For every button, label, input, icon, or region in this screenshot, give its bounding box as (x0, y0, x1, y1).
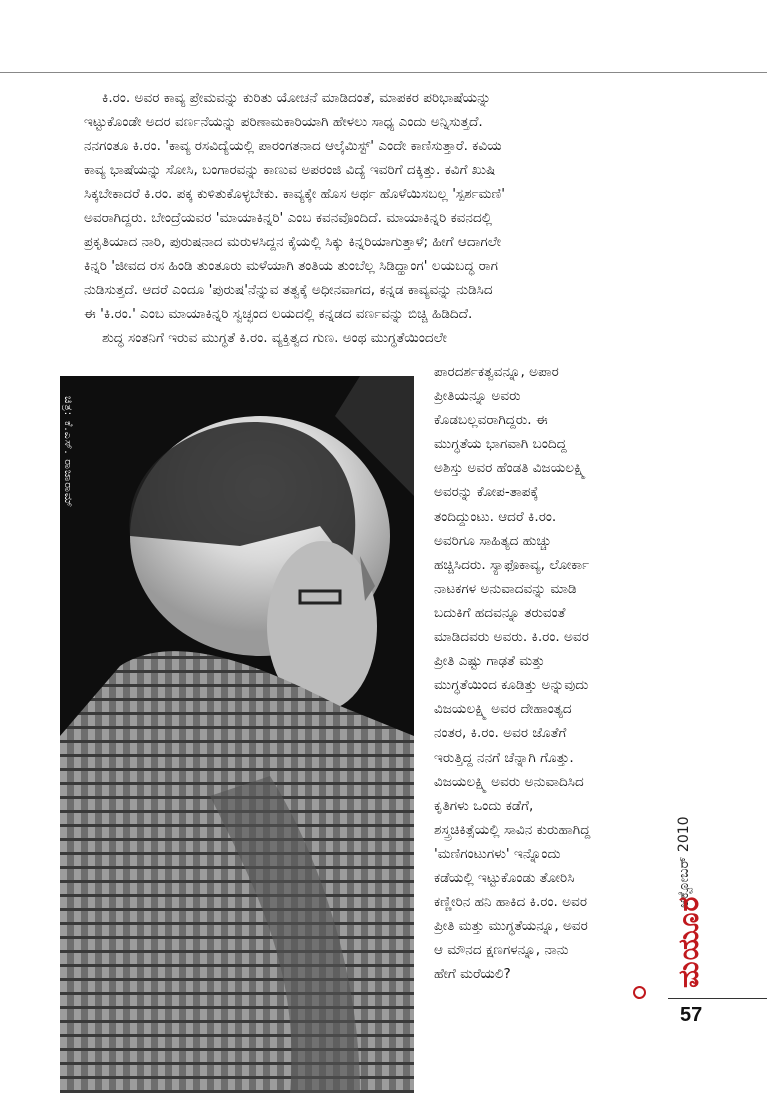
text-line: ಕಡೆಯಲ್ಲಿ ಇಟ್ಟುಕೊಂಡು ತೋರಿಸಿ (434, 869, 575, 886)
text-line: ಈ 'ಕಿ.ರಂ.' ಎಂಬ ಮಾಯಾಕಿನ್ನರಿ ಸ್ವಚ್ಛಂದ ಲಯದಲ್ಲಿ ಕನ್ನಡದ ವರ್ಣವನ್ನು ಬಿಚ್ಚಿ ಹಿಡಿದಿದೆ. (84, 306, 473, 322)
text-line: 'ಮಣಿಗಂಟುಗಳು' ಇನ್ನೊಂದು (434, 845, 561, 862)
text-line: ಕೊಡಬಲ್ಲವರಾಗಿದ್ದರು. ಈ (434, 412, 548, 429)
text-line: ನಾಟಕಗಳ ಅನುವಾದವನ್ನು ಮಾಡಿ (434, 580, 577, 597)
text-line: ಕೃತಿಗಳು ಒಂದು ಕಡೆಗೆ, (434, 797, 534, 814)
article-column-text (434, 360, 662, 986)
text-line: ಆ ಮೌನದ ಕ್ಷಣಗಳನ್ನೂ, ನಾನು (434, 942, 569, 959)
page-number: 57 (680, 1004, 703, 1026)
text-line: ಇಟ್ಟುಕೊಂಡೇ ಅದರ ವರ್ಣನೆಯನ್ನು ಪರಿಣಾಮಕಾರಿಯಾಗಿ ಹೇಳಲು ಸಾಧ್ಯ ಎಂದು ಅನ್ನಿಸುತ್ತದೆ. (84, 114, 483, 130)
text-line: ಮುಗ್ಧತೆಯ ಭಾಗವಾಗಿ ಬಂದಿದ್ದ (434, 436, 567, 453)
text-line: ನಂತರ, ಕಿ.ರಂ. ಅವರ ಜೊತೆಗೆ (434, 725, 567, 742)
text-line: ಕಾವ್ಯ ಭಾಷೆಯನ್ನು ಸೋಸಿ, ಬಂಗಾರವನ್ನು ಕಾಣುವ ಅಪರಂಜಿ ವಿದ್ಯೆ ಇವರಿಗೆ ದಕ್ಕಿತ್ತು. ಕವಿಗೆ ಖುಷಿ (84, 162, 496, 178)
text-line: ನುಡಿಸುತ್ತದೆ. ಆದರೆ ಎಂದೂ 'ಪುರುಷ'ನೆನ್ನುವ ತತ್ವಕ್ಕೆ ಅಧೀನವಾಗದ, ಕನ್ನಡ ಕಾವ್ಯವನ್ನು ನುಡಿಸಿದ (84, 282, 493, 298)
footer-rule (668, 998, 767, 999)
portrait-photo (60, 376, 414, 1093)
text-line: ಪ್ರೀತಿ ಮತ್ತು ಮುಗ್ಧತೆಯನ್ನೂ, ಅವರ (434, 918, 588, 935)
text-line: ಹೇಗೆ ಮರೆಯಲಿ? (434, 966, 511, 983)
text-line: ಪ್ರೀತಿಯನ್ನೂ ಅವರು (434, 388, 521, 405)
text-line: ಪ್ರಕೃತಿಯಾದ ನಾರಿ, ಪುರುಷನಾದ ಮರುಳಸಿದ್ದನ ಕೈಯಲ್ಲಿ ಸಿಕ್ಕು ಕಿನ್ನರಿಯಾಗುತ್ತಾಳೆ; ಹೀಗೆ ಆದಾಗಲೇ (84, 234, 502, 250)
text-line: ಪ್ರೀತಿ ಎಷ್ಟು ಗಾಢತೆ ಮತ್ತು (434, 653, 545, 670)
text-line: ನನಗಂತೂ ಕಿ.ರಂ. 'ಕಾವ್ಯ ರಸವಿದ್ಯೆಯಲ್ಲಿ ಪಾರಂಗತನಾದ ಆಲ್ಕೆಮಿಸ್ಟ್' ಎಂದೇ ಕಾಣಿಸುತ್ತಾರೆ. ಕವಿಯ (84, 138, 502, 154)
text-line: ಅಶಿಸ್ತು ಅವರ ಹೆಂಡತಿ ವಿಜಯಲಕ್ಷ್ಮಿ (434, 460, 586, 477)
text-line: ಬದುಕಿಗೆ ಹದವನ್ನೂ ತರುವಂತೆ (434, 604, 566, 621)
text-line: ಕಿ.ರಂ. ಅವರ ಕಾವ್ಯ ಪ್ರೇಮವನ್ನು ಕುರಿತು ಯೋಚನೆ ಮಾಡಿದಂತೆ, ಮಾಪಕರ ಪರಿಭಾಷೆಯನ್ನು (102, 90, 491, 106)
text-line: ತಂದಿದ್ದುಂಟು. ಆದರೆ ಕಿ.ರಂ. (434, 508, 557, 525)
text-line: ಅವರಾಗಿದ್ದರು. ಬೇಂದ್ರೆಯವರ 'ಮಾಯಾಕಿನ್ನರಿ' ಎಂಬ ಕವನವೊಂದಿದೆ. ಮಾಯಾಕಿನ್ನರಿ ಕವನದಲ್ಲಿ (84, 210, 493, 226)
magazine-logo: ಮಯೂರ (672, 895, 705, 988)
text-line: ಪಾರದರ್ಶಕತ್ವವನ್ನೂ, ಅಪಾರ (434, 364, 559, 380)
text-line: ಶುದ್ಧ ಸಂತನಿಗೆ ಇರುವ ಮುಗ್ಧತೆ ಕಿ.ರಂ. ವ್ಯಕ್ತಿತ್ವದ ಗುಣ. ಅಂಥ ಮುಗ್ಧತೆಯಿಂದಲೇ (102, 330, 447, 346)
text-line: ಕಣ್ಣೀರಿನ ಹನಿ ಹಾಕಿದ ಕಿ.ರಂ. ಅವರ (434, 894, 588, 911)
text-line: ಇರುತ್ತಿದ್ದ ನನಗೆ ಚೆನ್ನಾಗಿ ಗೊತ್ತು. (434, 749, 574, 766)
text-line: ಅವರಿಗೂ ಸಾಹಿತ್ಯದ ಹುಚ್ಚು (434, 532, 552, 549)
text-line: ವಿಜಯಲಕ್ಷ್ಮಿ ಅವರು ಅನುವಾದಿಸಿದ (434, 773, 584, 790)
end-of-article-icon (633, 986, 646, 999)
issue-date: ಅಕ್ಟೋಬರ್ 2010 (676, 816, 692, 908)
text-line: ವಿಜಯಲಕ್ಷ್ಮಿ ಅವರ ದೇಹಾಂತ್ಯದ (434, 701, 572, 718)
article-full-width-text (84, 86, 644, 350)
text-line: ಅವರನ್ನು ಕೋಪ-ತಾಪಕ್ಕೆ (434, 484, 539, 501)
text-line: ಮಾಡಿದವರು ಅವರು. ಕಿ.ರಂ. ಅವರ (434, 629, 589, 646)
text-line: ಮುಗ್ಧತೆಯಿಂದ ಕೂಡಿತ್ತು ಅನ್ನುವುದು (434, 677, 589, 694)
text-line: ಸಿಕ್ಕಬೇಕಾದರೆ ಕಿ.ರಂ. ಪಕ್ಕ ಕುಳಿತುಕೊಳ್ಳಬೇಕು. ಕಾವ್ಯಕ್ಕೇ ಹೊಸ ಅರ್ಥ ಹೊಳೆಯಿಸಬಲ್ಲ 'ಸ್ಪರ್ಶಮಣಿ' (84, 186, 505, 202)
top-rule (0, 72, 767, 73)
photo-credit: ಚಿತ್ರ: ಕೆ.ಎಸ್. ರಾಜಾರಾಮ್ (62, 396, 75, 508)
text-line: ಹಚ್ಚಿಸಿದರು. ಸ್ಯಾಫೊಕಾವ್ಯ, ಲೋರ್ಕಾ (434, 556, 590, 573)
text-line: ಶಸ್ತ್ರಚಿಕಿತ್ಸೆಯಲ್ಲಿ ಸಾವಿನ ಕುರುಹಾಗಿದ್ದ (434, 821, 591, 838)
text-line: ಕಿನ್ನರಿ 'ಜೀವದ ರಸ ಹಿಂಡಿ ತುಂತೂರು ಮಳೆಯಾಗಿ ತಂತಿಯ ತುಂಬೆಲ್ಲ ಸಿಡಿದ್ಹಾಂಗ' ಲಯಬದ್ಧ ರಾಗ (84, 258, 498, 274)
